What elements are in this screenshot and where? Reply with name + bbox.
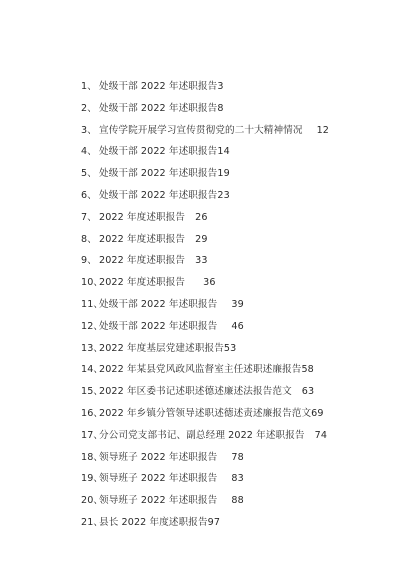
toc-entry-title: 处级干部 2022 年述职报告: [99, 298, 218, 310]
toc-entry[interactable]: [81, 316, 401, 338]
toc-entry-title: 处级干部 2022 年述职报告: [99, 320, 218, 332]
toc-entry-number: 18、: [81, 451, 104, 463]
toc-entry-title: 2022 年度基层党建述职报告: [99, 342, 224, 354]
toc-entry[interactable]: [81, 468, 401, 490]
toc-entry-page: 14: [217, 146, 230, 158]
toc-entry-title: 2022 年度述职报告: [99, 255, 186, 267]
toc-entry[interactable]: [81, 229, 401, 251]
toc-entry-page: 88: [231, 495, 244, 507]
toc-entry-number: 1、: [81, 81, 97, 92]
toc-entry-page: 53: [223, 342, 237, 354]
toc-entry-title: 2022 年度述职报告: [99, 211, 186, 223]
toc-entry-number: 9、: [81, 255, 97, 267]
toc-entry[interactable]: [81, 381, 401, 403]
toc-entry-title: 宣传学院开展学习宣传贯彻党的二十大精神情况: [99, 124, 303, 136]
toc-entry-title: 处级干部 2022 年述职报告: [99, 102, 218, 114]
toc-entry-number: 13、: [81, 342, 104, 354]
toc-entry-number: 19、: [81, 473, 104, 485]
toc-entry-title: 2022 年某县党风政风监督室主任述职述廉报告: [99, 364, 302, 376]
toc-entry[interactable]: [81, 207, 401, 229]
toc-entry[interactable]: [81, 120, 401, 142]
toc-entry[interactable]: [81, 512, 401, 534]
toc-entry-page: 26: [195, 211, 208, 223]
toc-entry-number: 10、: [81, 277, 104, 289]
toc-entry-number: 3、: [81, 124, 97, 136]
toc-entry-page: 3: [217, 81, 224, 92]
toc-entry-number: 15、: [81, 386, 104, 398]
toc-entry-number: 11、: [81, 298, 104, 310]
toc-entry-page: 19: [217, 168, 230, 180]
toc-entry-page: 46: [231, 320, 244, 332]
toc-entry-number: 4、: [81, 146, 97, 158]
toc-entry-number: 2、: [81, 102, 97, 114]
toc-entry-title: 处级干部 2022 年述职报告: [99, 81, 218, 92]
toc-entry[interactable]: [81, 359, 401, 381]
toc-entry-title: 领导班子 2022 年述职报告: [99, 473, 218, 485]
toc-entry[interactable]: [81, 490, 401, 512]
toc-entry-title: 处级干部 2022 年述职报告: [99, 146, 218, 158]
toc-entry-title: 分公司党支部书记、副总经理 2022 年述职报告: [99, 429, 305, 441]
toc-entry[interactable]: [81, 447, 401, 469]
toc-entry-page: 23: [217, 189, 230, 201]
toc-entry-page: 63: [301, 386, 315, 398]
toc-entry-number: 7、: [81, 211, 97, 223]
toc-entry-page: 36: [203, 277, 216, 289]
toc-entry-page: 8: [217, 102, 224, 114]
toc-entry-page: 29: [195, 233, 208, 245]
toc-entry[interactable]: [81, 98, 401, 120]
toc-entry[interactable]: [81, 141, 401, 163]
toc-entry-title: 领导班子 2022 年述职报告: [99, 495, 218, 507]
toc-entry-title: 县长 2022 年度述职报告: [99, 516, 208, 528]
toc-entry-number: 8、: [81, 233, 97, 245]
toc-entry[interactable]: [81, 185, 401, 207]
toc-entry-page: 97: [207, 516, 221, 528]
toc-entry[interactable]: [81, 163, 401, 185]
toc-entry[interactable]: [81, 425, 401, 447]
toc-entry-page: 39: [231, 298, 244, 310]
toc-entry[interactable]: [81, 76, 401, 98]
toc-entry-number: 20、: [81, 495, 104, 507]
toc-entry-number: 6、: [81, 189, 97, 201]
toc-entry-title: 2022 年度述职报告: [99, 277, 186, 289]
toc-entry[interactable]: [81, 250, 401, 272]
toc-entry-number: 14、: [81, 364, 104, 376]
toc-entry-page: 83: [231, 473, 244, 485]
toc-entry-title: 2022 年区委书记述职述德述廉述法报告范文: [99, 386, 292, 398]
toc-entry[interactable]: [81, 338, 401, 360]
toc-entry-number: 16、: [81, 407, 104, 419]
toc-entry-page: 78: [231, 451, 244, 463]
toc-entry-page: 12: [316, 124, 329, 136]
toc-entry-page: 69: [311, 407, 324, 419]
toc-entry-title: 领导班子 2022 年述职报告: [99, 451, 218, 463]
toc-entry-page: 74: [314, 429, 328, 441]
toc-entry-title: 2022 年乡镇分管领导述职述德述责述廉报告范文: [99, 407, 312, 419]
toc-entry-title: 2022 年度述职报告: [99, 233, 186, 245]
toc-entry-title: 处级干部 2022 年述职报告: [99, 189, 218, 201]
toc-entry[interactable]: [81, 403, 401, 425]
toc-entry[interactable]: [81, 272, 401, 294]
toc-entry-page: 33: [195, 255, 208, 267]
toc-entry-number: 12、: [81, 320, 104, 332]
toc-entry-number: 17、: [81, 429, 104, 441]
toc-entry-number: 5、: [81, 168, 97, 180]
toc-entry-page: 58: [301, 364, 314, 376]
toc-entry-title: 处级干部 2022 年述职报告: [99, 168, 218, 180]
table-of-contents: [81, 76, 401, 534]
toc-entry[interactable]: [81, 294, 401, 316]
toc-entry-number: 21、: [81, 516, 104, 528]
